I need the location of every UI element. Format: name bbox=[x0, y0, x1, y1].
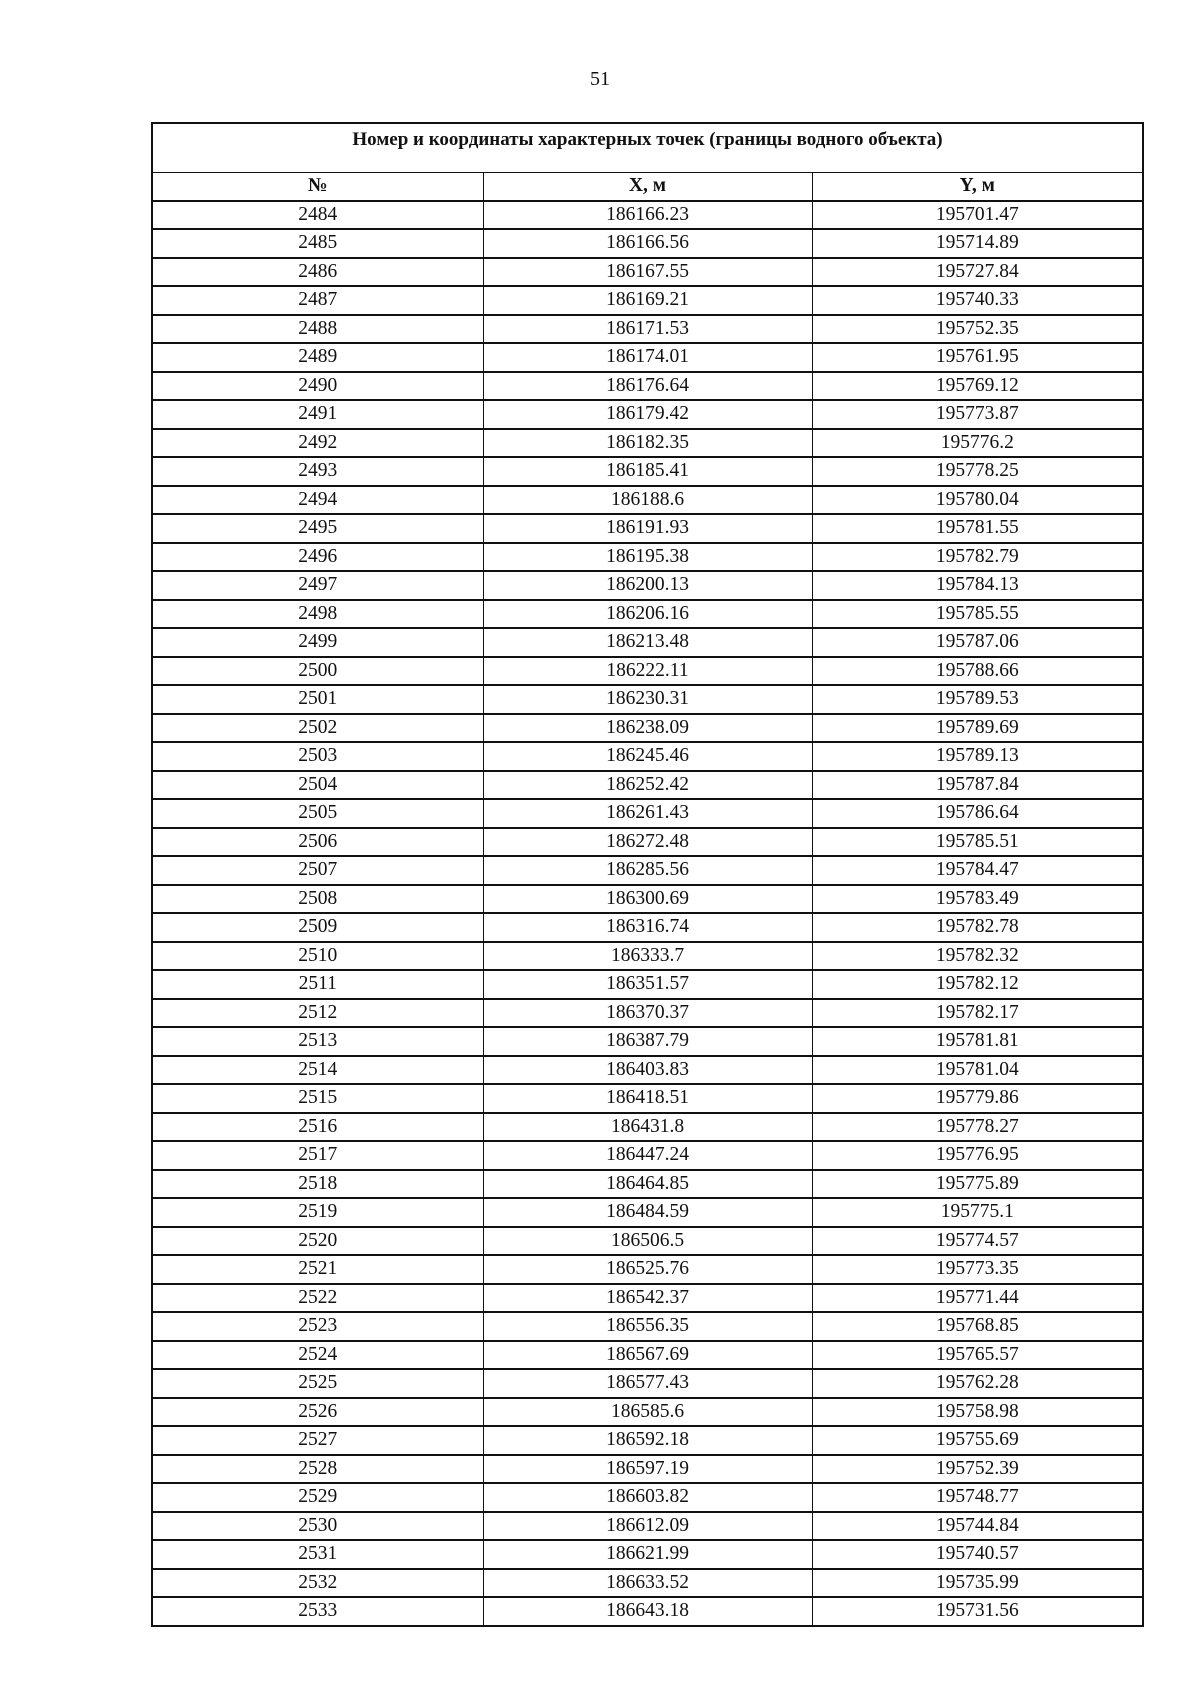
table-row bbox=[153, 1170, 1142, 1199]
cell-number: 2514 bbox=[153, 1056, 483, 1085]
table-row bbox=[153, 457, 1142, 486]
coordinates-sheet bbox=[151, 122, 1144, 1627]
cell-y: 195775.89 bbox=[812, 1170, 1142, 1199]
table-row bbox=[153, 400, 1142, 429]
cell-x: 186222.11 bbox=[483, 657, 812, 686]
cell-x: 186567.69 bbox=[483, 1341, 812, 1370]
cell-number: 2486 bbox=[153, 258, 483, 287]
cell-number: 2516 bbox=[153, 1113, 483, 1142]
cell-number: 2528 bbox=[153, 1455, 483, 1484]
cell-y: 195748.77 bbox=[812, 1483, 1142, 1512]
cell-y: 195776.2 bbox=[812, 429, 1142, 458]
table-row bbox=[153, 685, 1142, 714]
cell-x: 186633.52 bbox=[483, 1569, 812, 1598]
cell-number: 2530 bbox=[153, 1512, 483, 1541]
table-row bbox=[153, 856, 1142, 885]
cell-x: 186174.01 bbox=[483, 343, 812, 372]
cell-y: 195779.86 bbox=[812, 1084, 1142, 1113]
cell-y: 195789.69 bbox=[812, 714, 1142, 743]
cell-y: 195782.79 bbox=[812, 543, 1142, 572]
cell-y: 195775.1 bbox=[812, 1198, 1142, 1227]
cell-y: 195789.13 bbox=[812, 742, 1142, 771]
cell-number: 2494 bbox=[153, 486, 483, 515]
table-row bbox=[153, 201, 1142, 230]
cell-y: 195773.35 bbox=[812, 1255, 1142, 1284]
cell-number: 2509 bbox=[153, 913, 483, 942]
cell-number: 2484 bbox=[153, 201, 483, 230]
table-row bbox=[153, 571, 1142, 600]
table-row bbox=[153, 1540, 1142, 1569]
table-row bbox=[153, 714, 1142, 743]
cell-x: 186200.13 bbox=[483, 571, 812, 600]
cell-y: 195765.57 bbox=[812, 1341, 1142, 1370]
cell-number: 2515 bbox=[153, 1084, 483, 1113]
table-row bbox=[153, 372, 1142, 401]
cell-y: 195782.78 bbox=[812, 913, 1142, 942]
cell-y: 195783.49 bbox=[812, 885, 1142, 914]
cell-number: 2489 bbox=[153, 343, 483, 372]
table-row bbox=[153, 343, 1142, 372]
cell-number: 2503 bbox=[153, 742, 483, 771]
cell-x: 186316.74 bbox=[483, 913, 812, 942]
cell-x: 186252.42 bbox=[483, 771, 812, 800]
cell-x: 186387.79 bbox=[483, 1027, 812, 1056]
table-row bbox=[153, 1227, 1142, 1256]
table-row bbox=[153, 1569, 1142, 1598]
cell-y: 195735.99 bbox=[812, 1569, 1142, 1598]
cell-x: 186592.18 bbox=[483, 1426, 812, 1455]
cell-y: 195731.56 bbox=[812, 1597, 1142, 1625]
cell-y: 195782.17 bbox=[812, 999, 1142, 1028]
cell-number: 2519 bbox=[153, 1198, 483, 1227]
table-row bbox=[153, 742, 1142, 771]
cell-y: 195787.06 bbox=[812, 628, 1142, 657]
table-row bbox=[153, 1369, 1142, 1398]
cell-x: 186525.76 bbox=[483, 1255, 812, 1284]
table-row bbox=[153, 771, 1142, 800]
cell-y: 195785.55 bbox=[812, 600, 1142, 629]
cell-number: 2496 bbox=[153, 543, 483, 572]
cell-y: 195758.98 bbox=[812, 1398, 1142, 1427]
table-row bbox=[153, 913, 1142, 942]
header-y: Y, м bbox=[812, 173, 1142, 201]
table-row bbox=[153, 970, 1142, 999]
cell-number: 2498 bbox=[153, 600, 483, 629]
table-row bbox=[153, 1483, 1142, 1512]
header-x: X, м bbox=[483, 173, 812, 201]
cell-x: 186245.46 bbox=[483, 742, 812, 771]
cell-y: 195780.04 bbox=[812, 486, 1142, 515]
cell-x: 186403.83 bbox=[483, 1056, 812, 1085]
cell-x: 186418.51 bbox=[483, 1084, 812, 1113]
table-row bbox=[153, 657, 1142, 686]
cell-number: 2512 bbox=[153, 999, 483, 1028]
cell-x: 186169.21 bbox=[483, 286, 812, 315]
cell-number: 2521 bbox=[153, 1255, 483, 1284]
cell-x: 186447.24 bbox=[483, 1141, 812, 1170]
cell-y: 195788.66 bbox=[812, 657, 1142, 686]
cell-y: 195768.85 bbox=[812, 1312, 1142, 1341]
cell-y: 195744.84 bbox=[812, 1512, 1142, 1541]
cell-x: 186166.56 bbox=[483, 229, 812, 258]
table-row bbox=[153, 486, 1142, 515]
table-row bbox=[153, 942, 1142, 971]
cell-number: 2511 bbox=[153, 970, 483, 999]
cell-y: 195784.47 bbox=[812, 856, 1142, 885]
cell-y: 195784.13 bbox=[812, 571, 1142, 600]
cell-x: 186188.6 bbox=[483, 486, 812, 515]
cell-x: 186195.38 bbox=[483, 543, 812, 572]
table-row bbox=[153, 799, 1142, 828]
cell-x: 186597.19 bbox=[483, 1455, 812, 1484]
cell-number: 2493 bbox=[153, 457, 483, 486]
cell-y: 195776.95 bbox=[812, 1141, 1142, 1170]
cell-number: 2488 bbox=[153, 315, 483, 344]
cell-number: 2533 bbox=[153, 1597, 483, 1625]
cell-x: 186556.35 bbox=[483, 1312, 812, 1341]
cell-y: 195778.27 bbox=[812, 1113, 1142, 1142]
table-row bbox=[153, 828, 1142, 857]
table-row bbox=[153, 543, 1142, 572]
cell-number: 2505 bbox=[153, 799, 483, 828]
cell-x: 186185.41 bbox=[483, 457, 812, 486]
table-row bbox=[153, 514, 1142, 543]
table-row bbox=[153, 1597, 1142, 1625]
cell-x: 186506.5 bbox=[483, 1227, 812, 1256]
cell-number: 2490 bbox=[153, 372, 483, 401]
cell-x: 186542.37 bbox=[483, 1284, 812, 1313]
table-row bbox=[153, 258, 1142, 287]
cell-number: 2491 bbox=[153, 400, 483, 429]
cell-y: 195786.64 bbox=[812, 799, 1142, 828]
cell-number: 2500 bbox=[153, 657, 483, 686]
cell-y: 195773.87 bbox=[812, 400, 1142, 429]
cell-x: 186484.59 bbox=[483, 1198, 812, 1227]
cell-x: 186300.69 bbox=[483, 885, 812, 914]
cell-x: 186643.18 bbox=[483, 1597, 812, 1625]
table-row bbox=[153, 1056, 1142, 1085]
cell-y: 195752.39 bbox=[812, 1455, 1142, 1484]
table-row bbox=[153, 1113, 1142, 1142]
table-row bbox=[153, 286, 1142, 315]
cell-x: 186431.8 bbox=[483, 1113, 812, 1142]
cell-number: 2517 bbox=[153, 1141, 483, 1170]
cell-x: 186612.09 bbox=[483, 1512, 812, 1541]
cell-number: 2492 bbox=[153, 429, 483, 458]
table-row bbox=[153, 1084, 1142, 1113]
cell-number: 2497 bbox=[153, 571, 483, 600]
cell-number: 2525 bbox=[153, 1369, 483, 1398]
cell-number: 2523 bbox=[153, 1312, 483, 1341]
table-row bbox=[153, 429, 1142, 458]
cell-number: 2485 bbox=[153, 229, 483, 258]
cell-number: 2529 bbox=[153, 1483, 483, 1512]
table-row bbox=[153, 600, 1142, 629]
cell-x: 186182.35 bbox=[483, 429, 812, 458]
cell-number: 2508 bbox=[153, 885, 483, 914]
cell-number: 2527 bbox=[153, 1426, 483, 1455]
cell-number: 2499 bbox=[153, 628, 483, 657]
cell-x: 186206.16 bbox=[483, 600, 812, 629]
table-row bbox=[153, 1284, 1142, 1313]
cell-y: 195782.12 bbox=[812, 970, 1142, 999]
cell-number: 2513 bbox=[153, 1027, 483, 1056]
coordinates-table bbox=[153, 173, 1142, 1625]
table-row bbox=[153, 999, 1142, 1028]
cell-y: 195740.33 bbox=[812, 286, 1142, 315]
cell-number: 2531 bbox=[153, 1540, 483, 1569]
cell-y: 195785.51 bbox=[812, 828, 1142, 857]
cell-y: 195778.25 bbox=[812, 457, 1142, 486]
cell-number: 2504 bbox=[153, 771, 483, 800]
cell-y: 195761.95 bbox=[812, 343, 1142, 372]
cell-y: 195787.84 bbox=[812, 771, 1142, 800]
cell-x: 186351.57 bbox=[483, 970, 812, 999]
cell-y: 195781.55 bbox=[812, 514, 1142, 543]
cell-y: 195727.84 bbox=[812, 258, 1142, 287]
cell-y: 195752.35 bbox=[812, 315, 1142, 344]
cell-y: 195714.89 bbox=[812, 229, 1142, 258]
header-number: № bbox=[153, 173, 483, 201]
table-row bbox=[153, 315, 1142, 344]
cell-x: 186464.85 bbox=[483, 1170, 812, 1199]
cell-x: 186603.82 bbox=[483, 1483, 812, 1512]
cell-x: 186230.31 bbox=[483, 685, 812, 714]
cell-x: 186272.48 bbox=[483, 828, 812, 857]
cell-y: 195789.53 bbox=[812, 685, 1142, 714]
table-row bbox=[153, 229, 1142, 258]
table-row bbox=[153, 1455, 1142, 1484]
table-body bbox=[153, 201, 1142, 1625]
table-row bbox=[153, 1198, 1142, 1227]
cell-number: 2520 bbox=[153, 1227, 483, 1256]
table-row bbox=[153, 1512, 1142, 1541]
cell-x: 186213.48 bbox=[483, 628, 812, 657]
table-row bbox=[153, 1141, 1142, 1170]
cell-x: 186176.64 bbox=[483, 372, 812, 401]
cell-number: 2507 bbox=[153, 856, 483, 885]
table-row bbox=[153, 1312, 1142, 1341]
cell-x: 186333.7 bbox=[483, 942, 812, 971]
table-row bbox=[153, 628, 1142, 657]
table-title: Номер и координаты характерных точек (границы водного объекта) bbox=[153, 124, 1142, 173]
table-row bbox=[153, 1398, 1142, 1427]
cell-number: 2502 bbox=[153, 714, 483, 743]
cell-y: 195781.81 bbox=[812, 1027, 1142, 1056]
cell-number: 2510 bbox=[153, 942, 483, 971]
cell-number: 2495 bbox=[153, 514, 483, 543]
cell-x: 186285.56 bbox=[483, 856, 812, 885]
cell-x: 186621.99 bbox=[483, 1540, 812, 1569]
cell-number: 2526 bbox=[153, 1398, 483, 1427]
cell-y: 195740.57 bbox=[812, 1540, 1142, 1569]
table-row bbox=[153, 1426, 1142, 1455]
cell-y: 195771.44 bbox=[812, 1284, 1142, 1313]
cell-y: 195782.32 bbox=[812, 942, 1142, 971]
cell-x: 186167.55 bbox=[483, 258, 812, 287]
cell-y: 195701.47 bbox=[812, 201, 1142, 230]
cell-number: 2487 bbox=[153, 286, 483, 315]
cell-x: 186261.43 bbox=[483, 799, 812, 828]
cell-x: 186238.09 bbox=[483, 714, 812, 743]
table-row bbox=[153, 1341, 1142, 1370]
cell-x: 186166.23 bbox=[483, 201, 812, 230]
cell-number: 2532 bbox=[153, 1569, 483, 1598]
table-row bbox=[153, 885, 1142, 914]
table-row bbox=[153, 1255, 1142, 1284]
table-header-row bbox=[153, 173, 1142, 201]
cell-y: 195774.57 bbox=[812, 1227, 1142, 1256]
cell-x: 186191.93 bbox=[483, 514, 812, 543]
page-number: 51 bbox=[590, 68, 610, 90]
cell-y: 195755.69 bbox=[812, 1426, 1142, 1455]
cell-number: 2501 bbox=[153, 685, 483, 714]
cell-x: 186577.43 bbox=[483, 1369, 812, 1398]
cell-x: 186179.42 bbox=[483, 400, 812, 429]
cell-y: 195781.04 bbox=[812, 1056, 1142, 1085]
cell-x: 186585.6 bbox=[483, 1398, 812, 1427]
cell-y: 195769.12 bbox=[812, 372, 1142, 401]
cell-number: 2506 bbox=[153, 828, 483, 857]
cell-x: 186370.37 bbox=[483, 999, 812, 1028]
cell-x: 186171.53 bbox=[483, 315, 812, 344]
cell-number: 2522 bbox=[153, 1284, 483, 1313]
table-row bbox=[153, 1027, 1142, 1056]
cell-number: 2518 bbox=[153, 1170, 483, 1199]
cell-number: 2524 bbox=[153, 1341, 483, 1370]
cell-y: 195762.28 bbox=[812, 1369, 1142, 1398]
